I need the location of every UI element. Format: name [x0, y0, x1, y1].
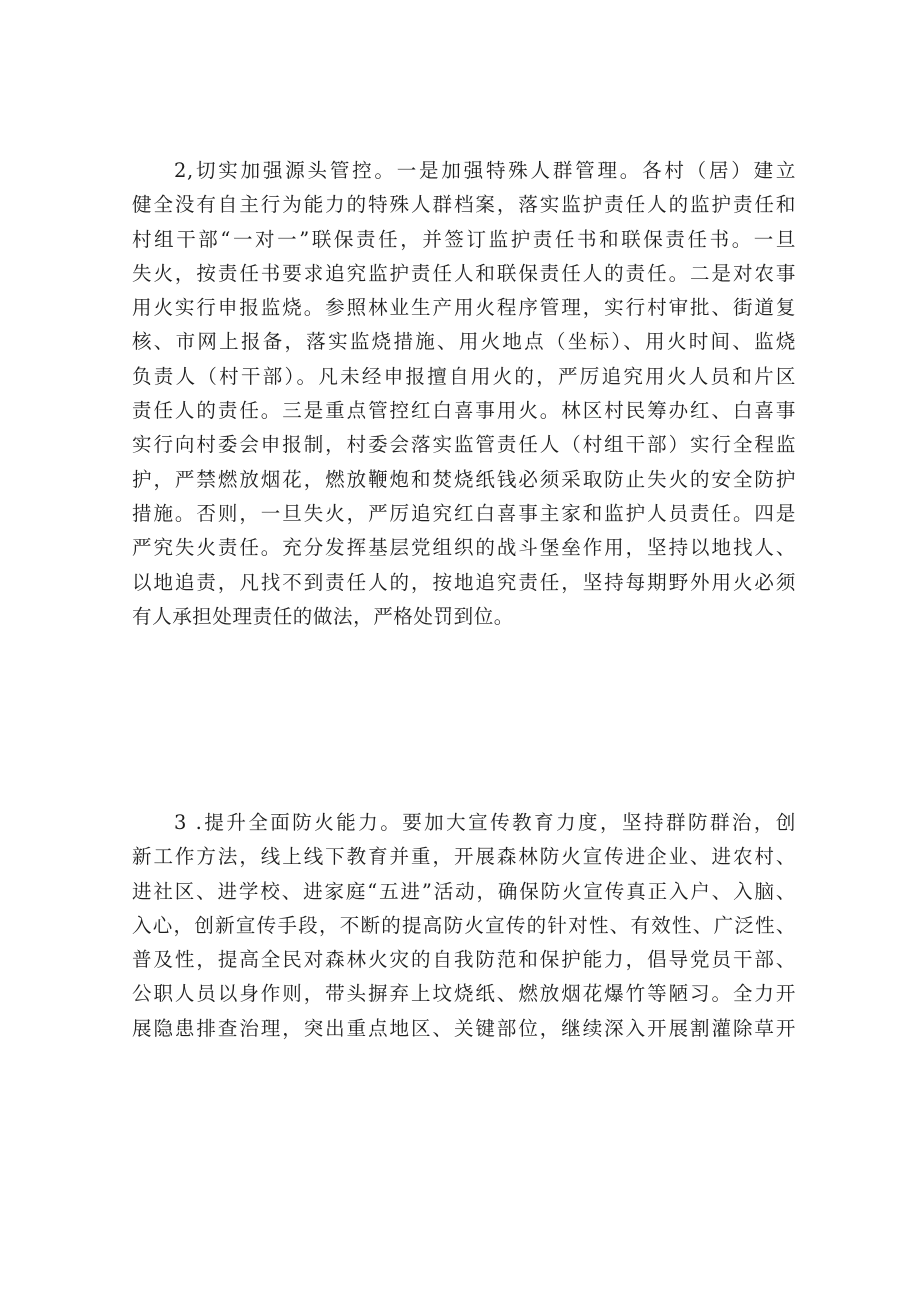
paragraph-fire-prevention: [132, 806, 796, 1046]
paragraph-line: 负责人（村干部）。凡未经申报擅自用火的，严厉追究用火人员和片区: [132, 364, 796, 388]
paragraph-line: 严究失火责任。充分发挥基层党组织的战斗堡垒作用，坚持以地找人、: [132, 536, 796, 560]
paragraph-line: 村组干部“一对一”联保责任，并签订监护责任书和联保责任书。一旦: [132, 227, 796, 251]
paragraph-line: 2,切实加强源头管控。一是加强特殊人群管理。各村（居）建立: [174, 159, 796, 182]
paragraph-line: 展隐患排查治理，突出重点地区、关键部位，继续深入开展割灌除草开: [132, 1016, 796, 1040]
paragraph-line: 入心，创新宣传手段，不断的提高防火宣传的针对性、有效性、广泛性、: [132, 913, 796, 937]
paragraph-line: 进社区、进学校、进家庭“五进”活动，确保防火宣传真正入户、入脑、: [132, 879, 796, 903]
paragraph-line: 以地追责，凡找不到责任人的，按地追究责任，坚持每期野外用火必须: [132, 570, 796, 594]
paragraph-line: 措施。否则，一旦失火，严厉追究红白喜事主家和监护人员责任。四是: [132, 501, 796, 525]
paragraph-line: 公职人员以身作则，带头摒弃上坟烧纸、燃放烟花爆竹等陋习。全力开: [132, 982, 796, 1006]
paragraph-line: 普及性，提高全民对森林火灾的自我防范和保护能力，倡导党员干部、: [132, 948, 796, 972]
paragraph-line: 实行向村委会申报制，村委会落实监管责任人（村组干部）实行全程监: [132, 433, 796, 457]
paragraph-line: 有人承担处理责任的做法，严格处罚到位。: [132, 604, 514, 628]
paragraph-line: 护，严禁燃放烟花，燃放鞭炮和焚烧纸钱必须采取防止失火的安全防护: [132, 467, 796, 491]
paragraph-line: 用火实行申报监烧。参照林业生产用火程序管理，实行村审批、街道复: [132, 296, 796, 320]
paragraph-source-control: [132, 154, 796, 634]
paragraph-line: 责任人的责任。三是重点管控红白喜事用火。林区村民筹办红、白喜事: [132, 399, 796, 423]
paragraph-line: 失火，按责任书要求追究监护责任人和联保责任人的责任。二是对农事: [132, 261, 796, 285]
paragraph-line: 3 .提升全面防火能力。要加大宣传教育力度，坚持群防群治，创: [174, 811, 796, 834]
paragraph-line: 新工作方法，线上线下教育并重，开展森林防火宣传进企业、进农村、: [132, 845, 796, 869]
paragraph-line: 健全没有自主行为能力的特殊人群档案，落实监护责任人的监护责任和: [132, 193, 796, 217]
paragraph-line: 核、市网上报备，落实监烧措施、用火地点（坐标）、用火时间、监烧: [132, 330, 796, 354]
